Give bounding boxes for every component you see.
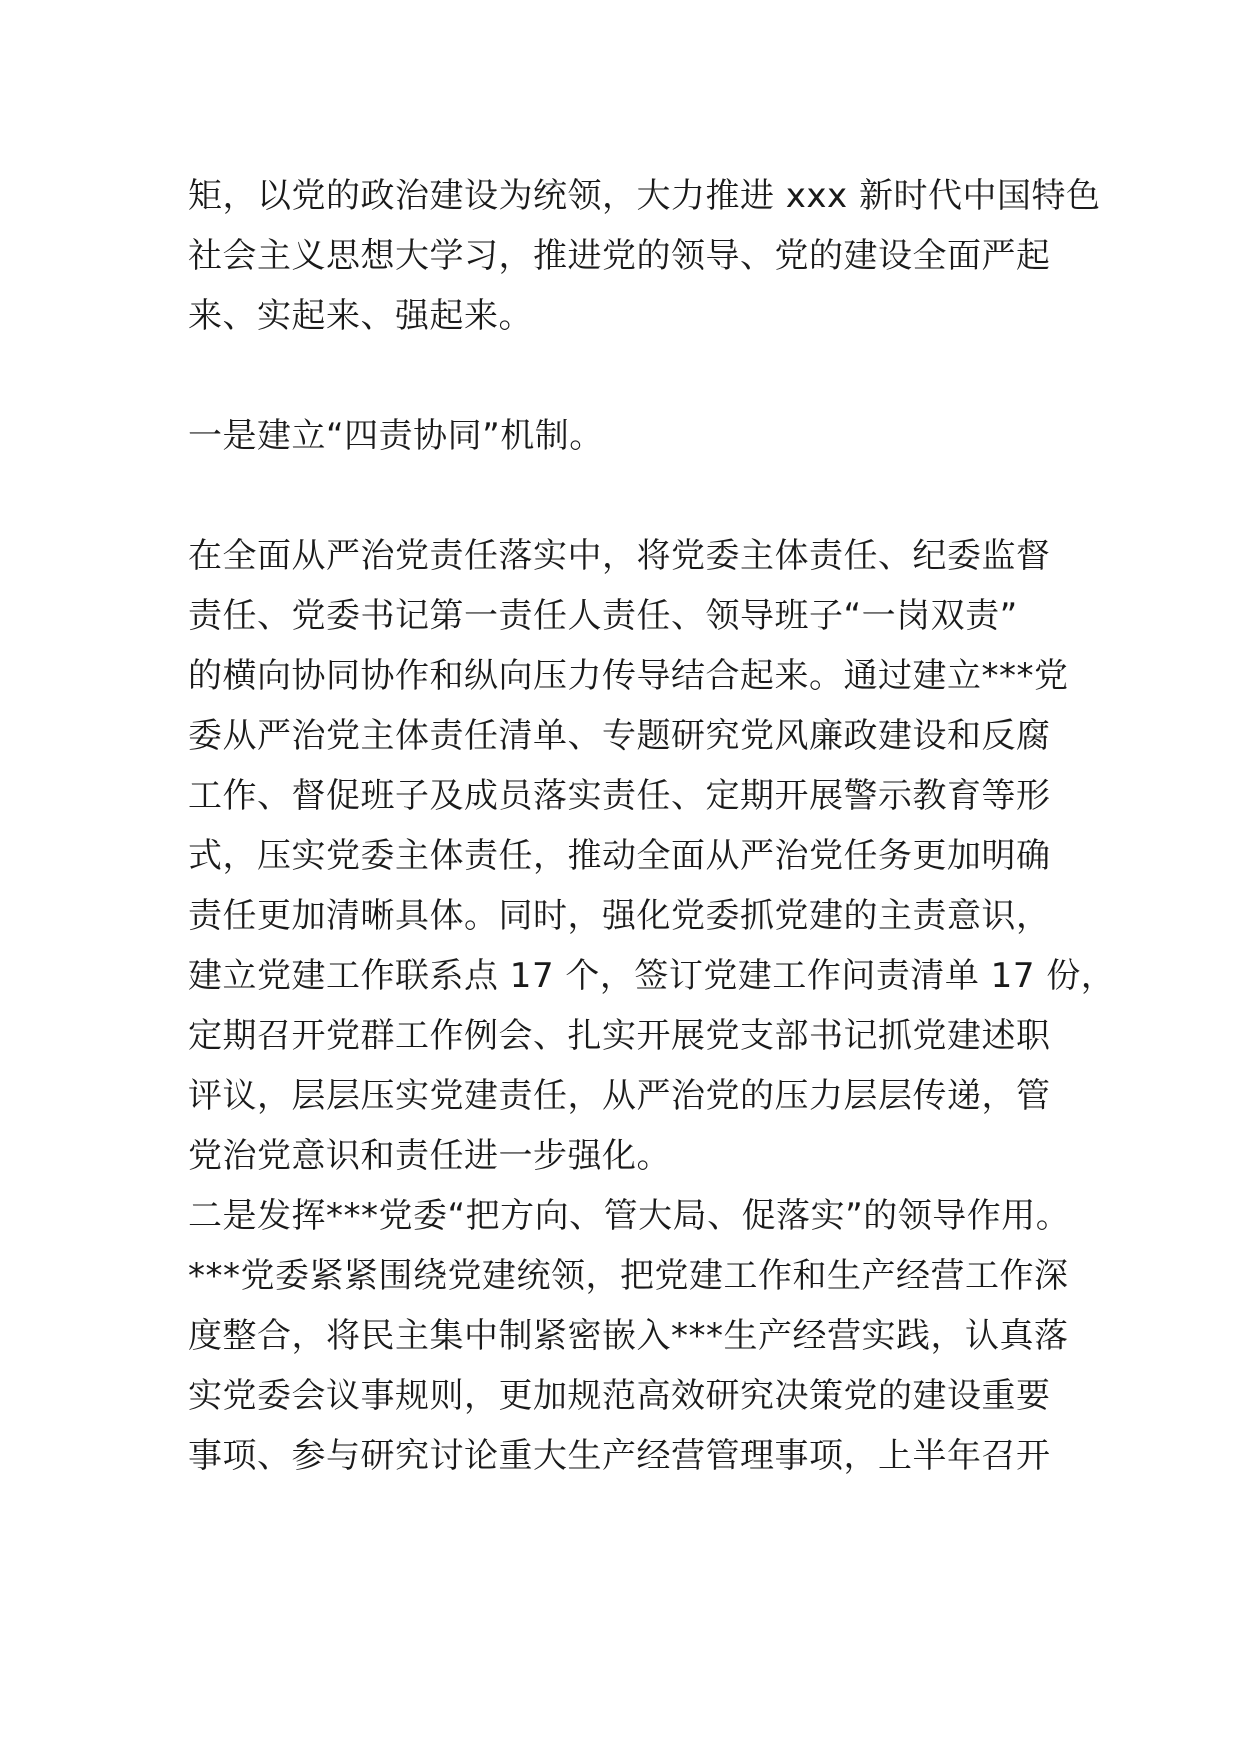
text-line: 委从严治党主体责任清单、专题研究党风廉政建设和反腐: [188, 716, 1051, 756]
text-line: ***党委紧紧围绕党建统领，把党建工作和生产经营工作深: [188, 1256, 1069, 1296]
text-line: 度整合，将民主集中制紧密嵌入***生产经营实践，认真落: [188, 1316, 1069, 1356]
text-line: 来、实起来、强起来。: [188, 296, 533, 336]
text-line: 建立党建工作联系点 17 个，签订党建工作问责清单 17 份，: [188, 956, 1116, 996]
section-heading: 一是建立“四责协同”机制。: [188, 416, 604, 456]
text-line: 工作、督促班子及成员落实责任、定期开展警示教育等形: [188, 776, 1051, 816]
text-line: 实党委会议事规则，更加规范高效研究决策党的建设重要: [188, 1376, 1051, 1416]
text-line: 社会主义思想大学习，推进党的领导、党的建设全面严起: [188, 236, 1051, 276]
text-line: 责任、党委书记第一责任人责任、领导班子“一岗双责”: [188, 596, 1018, 636]
text-line: 的横向协同协作和纵向压力传导结合起来。通过建立***党: [188, 656, 1069, 696]
text-line: 党治党意识和责任进一步强化。: [188, 1136, 671, 1176]
text-line: 事项、参与研究讨论重大生产经营管理事项，上半年召开: [188, 1436, 1051, 1476]
text-line: 定期召开党群工作例会、扎实开展党支部书记抓党建述职: [188, 1016, 1051, 1056]
text-line: 评议，层层压实党建责任，从严治党的压力层层传递，管: [188, 1076, 1051, 1116]
text-line: 矩，以党的政治建设为统领，大力推进 xxx 新时代中国特色: [188, 176, 1101, 216]
text-line: 在全面从严治党责任落实中，将党委主体责任、纪委监督: [188, 536, 1051, 576]
section-heading: 二是发挥***党委“把方向、管大局、促落实”的领导作用。: [188, 1196, 1071, 1236]
text-line: 式，压实党委主体责任，推动全面从严治党任务更加明确: [188, 836, 1051, 876]
text-line: 责任更加清晰具体。同时，强化党委抓党建的主责意识，: [188, 896, 1051, 936]
